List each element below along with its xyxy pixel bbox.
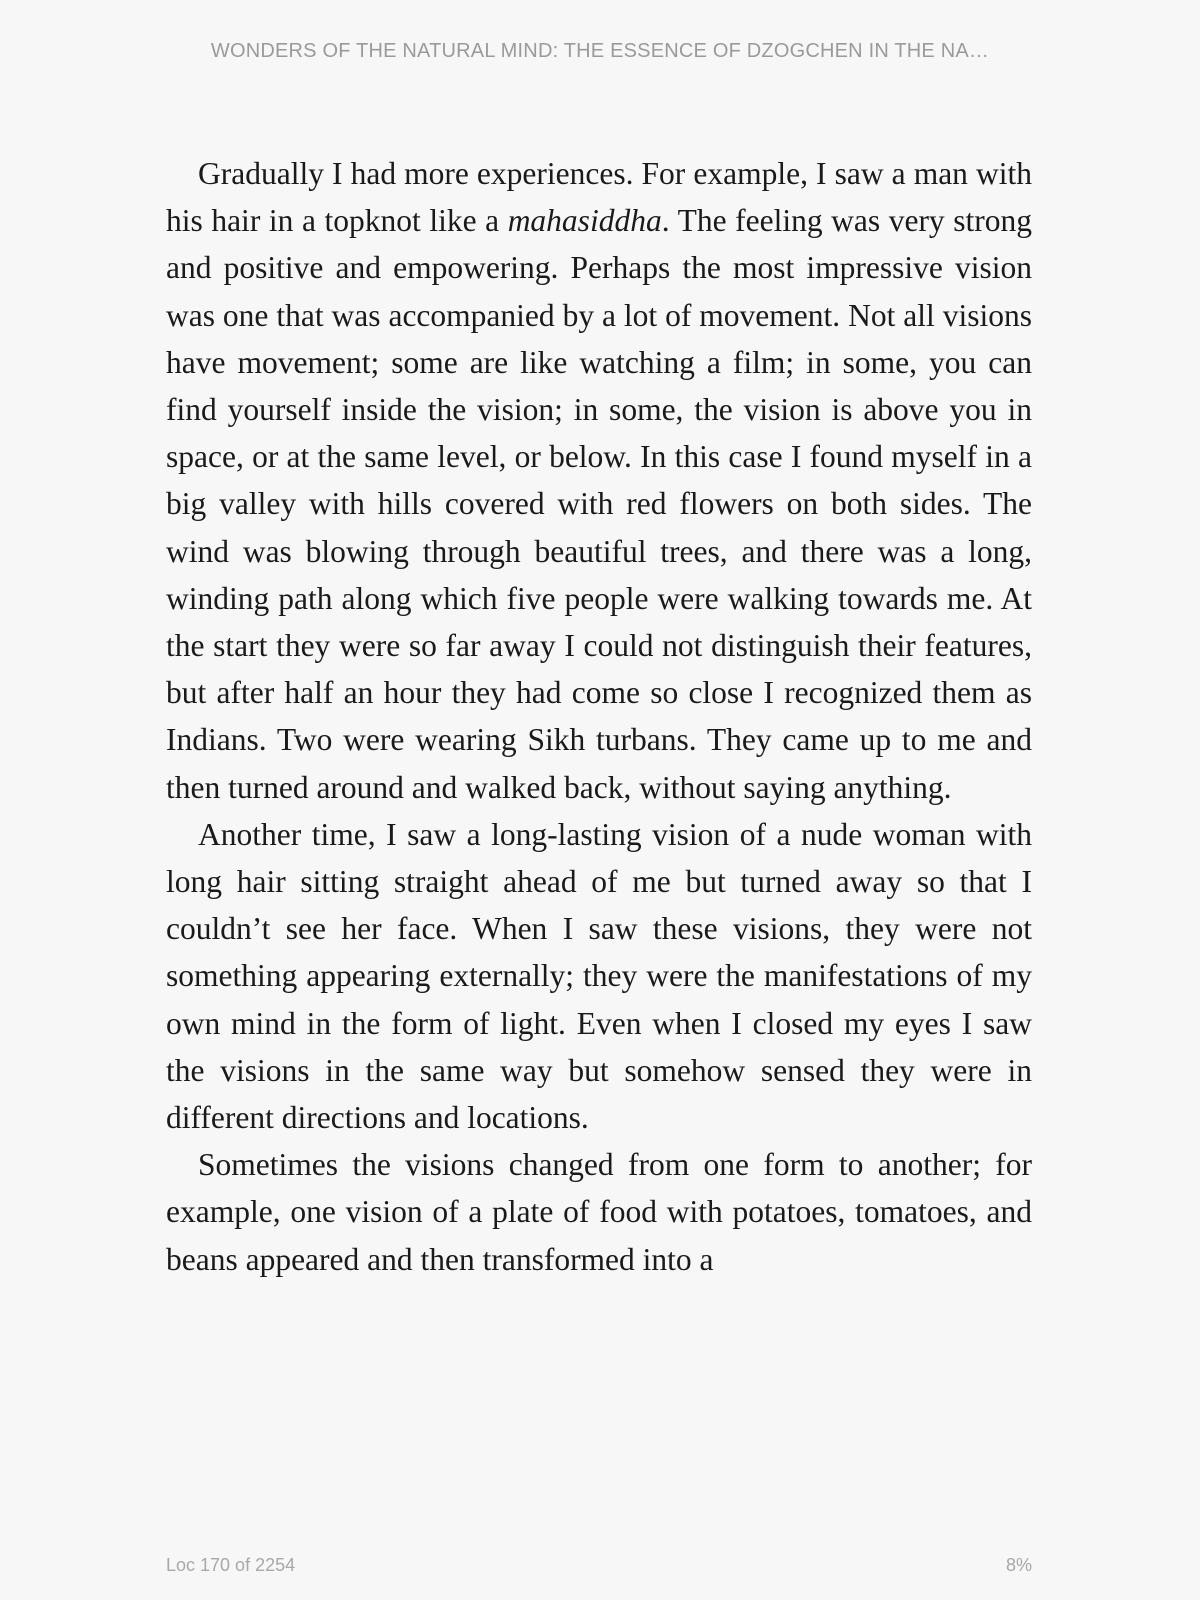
book-title-header: WONDERS OF THE NATURAL MIND: THE ESSENCE OF DZOGCHEN IN THE NA… — [210, 40, 990, 62]
paragraph: Another time, I saw a long-lasting vision of a nude woman with long hair sitting straight ahead of me but turned away so that I couldn’t see her face. When I saw these visions, they were not something appearing externally; they were the manifestations of my own mind in the form of light. Even when I closed my eyes I saw the visions in the same way but somehow sensed they were in different directions and locations. — [166, 816, 1032, 1136]
paragraph-text: . The feeling was very strong and positive and empowering. Perhaps the most impressive vision was one that was accompanied by a lot of movement. Not all visions have movement; some are like watching a film; in some, you can find yourself inside the vision; in some, the vision is above you in space, or at the same level, or below. In this case I found myself in a big valley with hills covered with red flowers on both sides. The wind was blowing through beautiful trees, and there was a long, winding path along which five people were walking towards me. At the start they were so far away I could not distinguish their features, but after half an hour they had come so close I recognized them as Indians. Two were wearing Sikh turbans. They came up to me and then turned around and walked back, without saying anything. — [166, 203, 1032, 805]
location-indicator[interactable]: Loc 170 of 2254 — [166, 1555, 296, 1575]
paragraph-text: Gradually I had more experiences. For example, I saw a man with his hair in a topknot like a — [166, 156, 1032, 239]
reading-page[interactable] — [166, 150, 1032, 1283]
paragraph: Sometimes the visions changed from one form to another; for example, one vision of a plate of food with potatoes, tomatoes, and beans appeared and then transformed into a — [166, 1147, 1032, 1277]
progress-percent[interactable]: 8% — [1005, 1555, 1032, 1575]
emphasized-term: mahasiddha — [507, 203, 662, 239]
paragraph — [166, 150, 1032, 811]
